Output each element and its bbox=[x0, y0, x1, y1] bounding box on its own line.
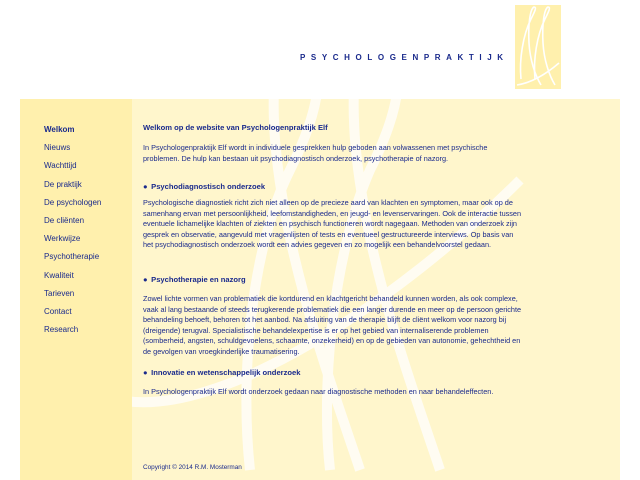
sidebar-link-kwaliteit[interactable]: Kwaliteit bbox=[44, 270, 74, 280]
sidebar-link-tarieven[interactable]: Tarieven bbox=[44, 288, 75, 298]
section-title: Innovatie en wetenschappelijk onderzoek bbox=[151, 368, 301, 377]
sidebar-item bbox=[44, 267, 101, 285]
section-title: Psychodiagnostisch onderzoek bbox=[151, 182, 266, 191]
section-text: Zowel lichte vormen van problematiek die kortdurend en klachtgericht behandeld kunnen worden, als ook complexe, vaak al lang bestaande of steeds terugkerende problematiek die een langer durende en meer op de persoon gerichte behandeling behoeft, behoren tot het aanbod. Na afsluiting van de therapie blijft de cliënt welkom voor nazorg bij (dreigende) terugval. Specialistische behandelexpertise is er op het gebied van internaliserende problemen (somberheid, angsten, schuldgevoelens, schaamte, onzekerheid) en op de gebieden van autonomie, gehechtheid en de gevolgen van vroegkinderlijke traumatisering. bbox=[143, 294, 522, 356]
sidebar-link-de-praktijk[interactable]: De praktijk bbox=[44, 179, 82, 189]
sidebar-link-de-psychologen[interactable]: De psychologen bbox=[44, 197, 102, 207]
sidebar-link-research[interactable]: Research bbox=[44, 325, 79, 335]
sidebar-item bbox=[44, 285, 101, 303]
sidebar-item bbox=[44, 248, 101, 266]
sidebar-item bbox=[44, 303, 101, 321]
site-title: PSYCHOLOGENPRAKTIJK bbox=[300, 53, 509, 62]
sidebar-link-werkwijze[interactable]: Werkwijze bbox=[44, 234, 81, 244]
main-content bbox=[143, 99, 603, 480]
sidebar-nav bbox=[44, 121, 101, 339]
sidebar-item bbox=[44, 157, 101, 175]
section-heading bbox=[143, 182, 265, 193]
sidebar-item bbox=[44, 121, 101, 139]
sidebar-link-contact[interactable]: Contact bbox=[44, 306, 72, 316]
sidebar-item bbox=[44, 194, 101, 212]
section-heading bbox=[143, 275, 246, 286]
sidebar-item bbox=[44, 176, 101, 194]
copyright: Copyright © 2014 R.M. Mosterman bbox=[143, 464, 242, 471]
section-text: In Psychologenpraktijk Elf wordt onderzoek gedaan naar diagnostische methoden en naar behandeleffecten. bbox=[143, 387, 494, 396]
sidebar-item bbox=[44, 321, 101, 339]
sidebar-item bbox=[44, 230, 101, 248]
bullet-icon: ● bbox=[143, 275, 148, 284]
page-title: Welkom op de website van Psychologenpraktijk Elf bbox=[143, 123, 328, 132]
bullet-icon: ● bbox=[143, 368, 148, 377]
sidebar-link-psychotherapie[interactable]: Psychotherapie bbox=[44, 252, 100, 262]
logo-mark-icon bbox=[515, 5, 561, 89]
section-heading bbox=[143, 368, 301, 379]
intro-paragraph: In Psychologenpraktijk Elf wordt in individuele gesprekken hulp geboden aan volwassenen met psychische problemen. De hulp kan bestaan uit psychodiagnostisch onderzoek, psychotherapie of nazorg. bbox=[143, 143, 488, 163]
sidebar-link-welkom[interactable]: Welkom bbox=[44, 125, 75, 134]
sidebar bbox=[20, 99, 132, 480]
sidebar-link-nieuws[interactable]: Nieuws bbox=[44, 143, 71, 153]
sidebar-link-wachttijd[interactable]: Wachttijd bbox=[44, 161, 77, 171]
sidebar-item bbox=[44, 139, 101, 157]
section-text: Psychologische diagnostiek richt zich niet alleen op de precieze aard van klachten en symptomen, maar ook op de samenhang ervan met persoonlijkheid, leefomstandigheden, en jeugd- en levenservaringen. Ook de interactie tussen eventuele lichamelijke klachten of ziekten en psychisch functioneren wordt nagegaan. Methoden van onderzoek zijn gesprek en observatie, aangevuld met vragenlijsten of tests en eventueel gestructureerde interviews. Op basis van het psychodiagnostisch onderzoek wordt een advies gegeven en zo mogelijk een behandelvoorstel gedaan. bbox=[143, 198, 522, 250]
bullet-icon: ● bbox=[143, 182, 148, 191]
sidebar-item bbox=[44, 212, 101, 230]
sidebar-link-de-cli-nten[interactable]: De cliënten bbox=[44, 215, 85, 225]
section-title: Psychotherapie en nazorg bbox=[151, 275, 246, 284]
logo[interactable] bbox=[515, 5, 561, 89]
